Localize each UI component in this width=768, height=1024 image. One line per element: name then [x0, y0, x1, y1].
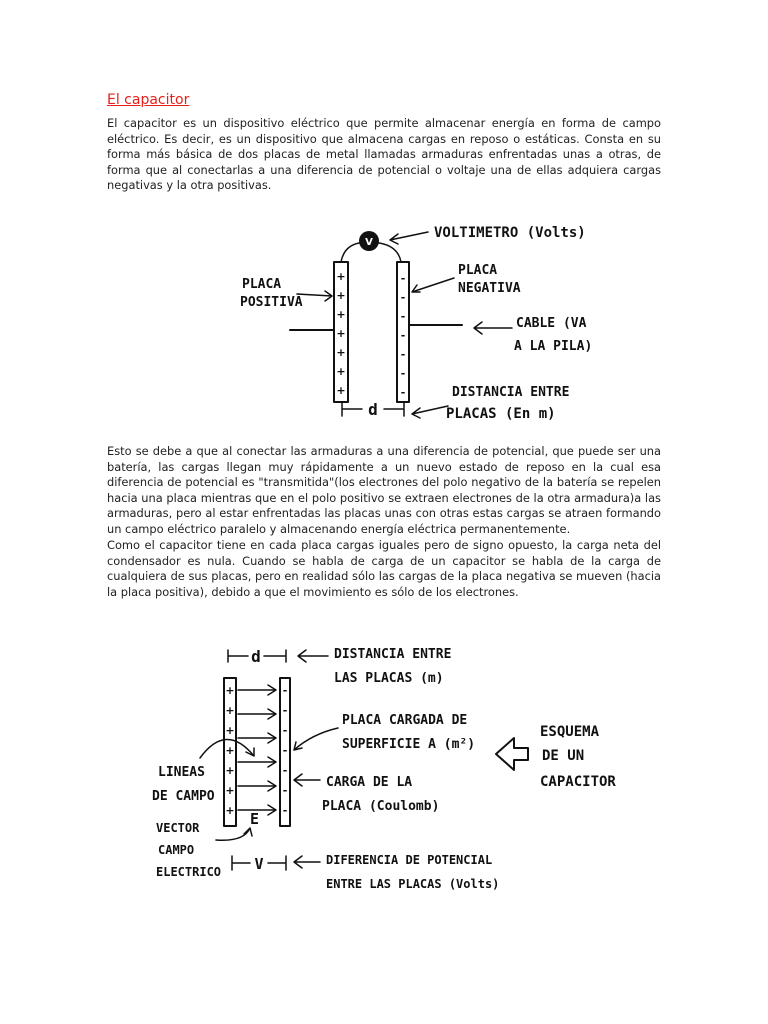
distance-label-2: PLACAS (En m): [446, 406, 556, 422]
negative-plate-arrow: [412, 278, 454, 292]
field-line-arrow: [238, 685, 276, 695]
potential-label-2: ENTRE LAS PLACAS (Volts): [326, 877, 500, 891]
positive-plate-label-2: POSITIVA: [240, 295, 303, 310]
minus-sign: -: [400, 348, 406, 361]
plus-sign: +: [225, 804, 235, 817]
scheme-label-2: DE UN: [542, 748, 585, 764]
plus-sign: +: [225, 764, 235, 777]
voltmeter-label: VOLTIMETRO (Volts): [434, 225, 586, 241]
top-distance-label: DISTANCIA ENTRE: [334, 647, 452, 662]
minus-sign: -: [400, 291, 406, 304]
top-distance-label-2: LAS PLACAS (m): [334, 671, 444, 686]
minus-sign: -: [282, 704, 288, 717]
plus-sign: +: [225, 684, 235, 697]
scheme-label: ESQUEMA: [540, 724, 600, 740]
plate-charge-label: CARGA DE LA: [326, 775, 413, 790]
plus-sign: +: [225, 744, 235, 757]
minus-sign: -: [400, 329, 406, 342]
charged-plate-arrow: [294, 728, 338, 750]
minus-sign: -: [282, 764, 288, 777]
minus-sign: -: [400, 367, 406, 380]
field-vector-arrow: [216, 828, 252, 840]
charged-plate-label-2: SUPERFICIE A (m²): [342, 737, 476, 752]
minus-sign: -: [282, 684, 288, 697]
field-line-arrow: [238, 733, 276, 743]
explanation-paragraph: Esto se debe a que al conectar las armaduras a una diferencia de potencial, que puede ser una batería, las cargas llegan muy rápidamente a un nuevo estado de reposo en la cual esa diferencia de potencial es "transmitida"(los electrones del polo negativo de la batería se repelen hacia una placa mientras que en el polo positivo se extraen electrones de la otra armadura)a las armaduras, pero al estar enfrentadas las placas unas con otras estas cargas se atraen formando un campo eléctrico paralelo y almacenando energía eléctrica permanentemente.: [107, 444, 661, 536]
plus-sign: +: [225, 784, 235, 797]
plate-charge-label-2: PLACA (Coulomb): [322, 799, 440, 814]
minus-sign: -: [400, 272, 406, 285]
plus-sign: +: [336, 308, 346, 321]
cable-arrow: [474, 322, 512, 334]
plate-charge-arrow: [294, 774, 320, 786]
plus-sign: +: [336, 327, 346, 340]
field-vector-label-2: CAMPO: [158, 843, 195, 857]
field-line-arrow: [238, 757, 276, 767]
minus-sign: -: [282, 724, 288, 737]
field-vector-symbol: E: [250, 810, 260, 828]
field-vector-label: VECTOR: [156, 821, 200, 835]
cable-label-2: A LA PILA): [514, 339, 593, 354]
scheme-block-arrow-icon: [496, 738, 528, 770]
potential-arrow: [294, 856, 320, 868]
capacitor-voltmeter-diagram: [0, 210, 768, 430]
plus-sign: +: [336, 365, 346, 378]
field-line-arrow: [238, 709, 276, 719]
minus-sign: -: [282, 804, 288, 817]
negative-plate-label: PLACA: [458, 263, 498, 278]
negative-plate-label-2: NEGATIVA: [458, 281, 521, 296]
plus-sign: +: [225, 724, 235, 737]
distance-symbol: d: [368, 400, 378, 419]
top-distance-symbol: d: [251, 647, 261, 666]
positive-plate-label: PLACA: [242, 277, 282, 292]
plus-sign: +: [336, 270, 346, 283]
distance-label: DISTANCIA ENTRE: [452, 385, 570, 400]
plus-sign: +: [336, 346, 346, 359]
plus-sign: +: [336, 289, 346, 302]
minus-sign: -: [282, 744, 288, 757]
distance-arrow: [412, 406, 448, 418]
minus-sign: -: [400, 386, 406, 399]
charged-plate-label: PLACA CARGADA DE: [342, 713, 468, 728]
potential-symbol: V: [254, 855, 264, 873]
intro-paragraph: El capacitor es un dispositivo eléctrico que permite almacenar energía en forma de campo eléctrico. Es decir, es un dispositivo que almacena cargas en reposo o estáticas. Consta en su forma más básica de dos placas de metal llamadas armaduras enfrentadas unas a otras, de forma que al conectarlas a una diferencia de potencial o voltaje una de ellas adquiera cargas negativas y la otra positivas.: [107, 116, 661, 193]
page-title: El capacitor: [107, 92, 190, 108]
charge-paragraph: Como el capacitor tiene en cada placa cargas iguales pero de signo opuesto, la carga neta del condensador es nula. Cuando se habla de carga de un capacitor se habla de la carga de cualquiera de sus placas, pero en realidad sólo las cargas de la placa negativa se mueven (hacia la placa positiva), debido a que el movimiento es sólo de los electrones.: [107, 538, 661, 599]
field-vector-label-3: ELECTRICO: [156, 865, 222, 879]
wire-right: [379, 243, 401, 262]
minus-sign: -: [400, 310, 406, 323]
cable-label: CABLE (VA: [516, 316, 587, 331]
field-lines-label-2: DE CAMPO: [152, 789, 215, 804]
plus-sign: +: [225, 704, 235, 717]
minus-sign: -: [282, 784, 288, 797]
voltmeter-symbol: V: [365, 237, 373, 248]
scheme-label-3: CAPACITOR: [540, 774, 616, 790]
capacitor-scheme-diagram: [0, 630, 768, 910]
top-distance-arrow: [298, 650, 328, 662]
potential-label: DIFERENCIA DE POTENCIAL: [326, 853, 493, 867]
plus-sign: +: [336, 384, 346, 397]
wire-left: [341, 243, 359, 262]
field-lines-label: LINEAS: [158, 765, 205, 780]
field-line-arrow: [238, 781, 276, 791]
voltmeter-arrow: [390, 232, 428, 244]
